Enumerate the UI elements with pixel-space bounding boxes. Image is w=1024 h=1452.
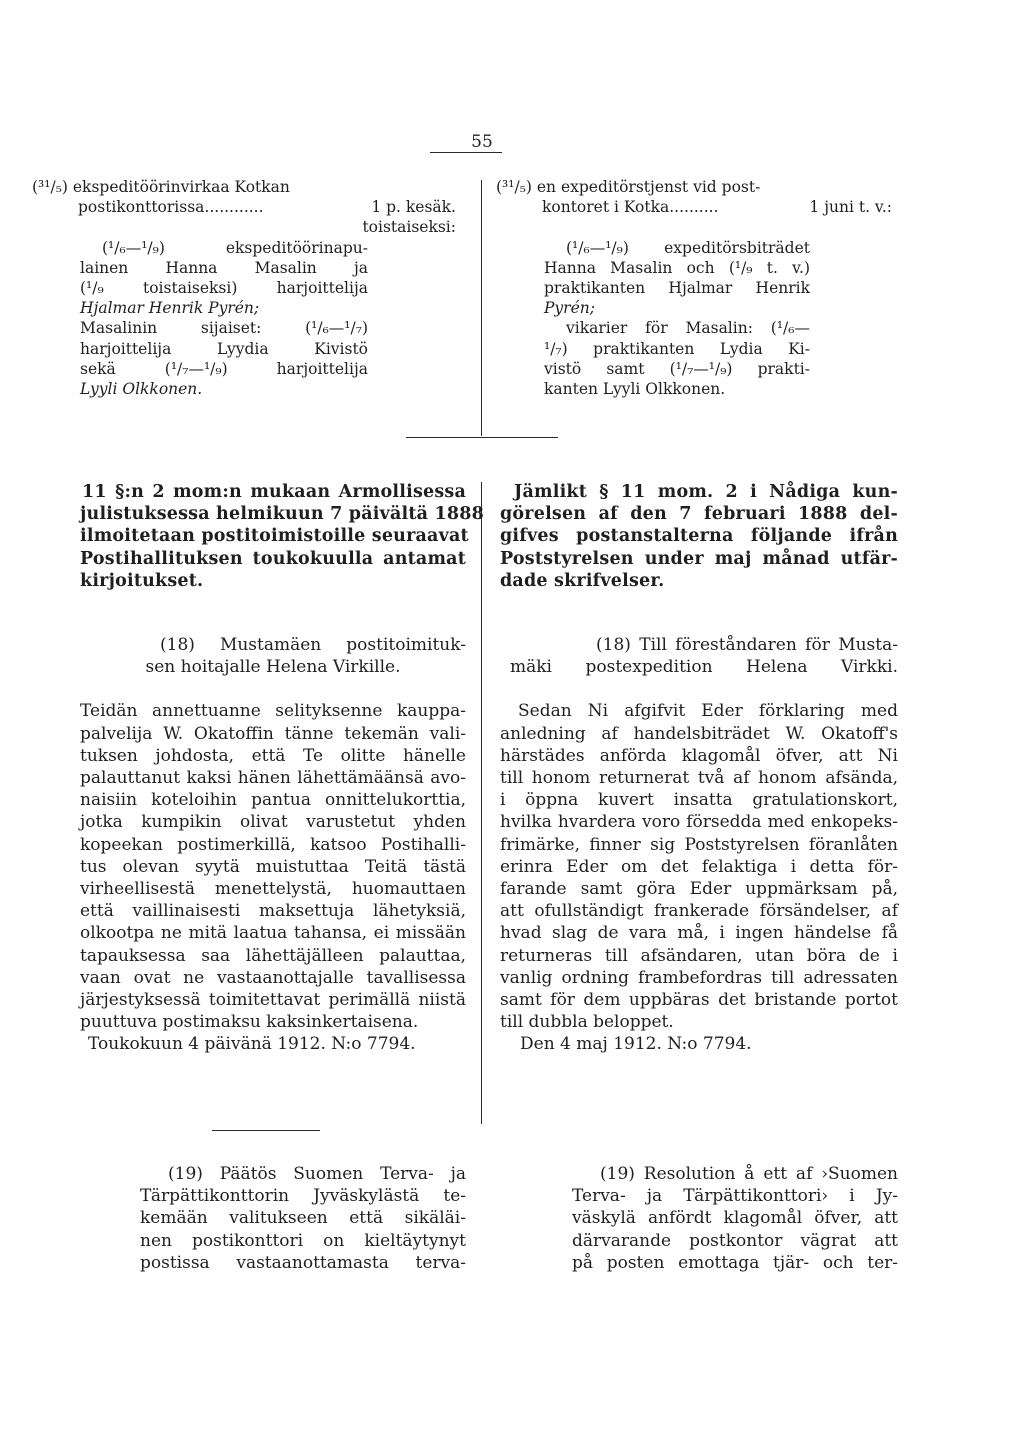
item-19-swedish <box>572 1163 898 1274</box>
top-fi-line: Hjalmar Henrik Pyrén; <box>80 299 260 318</box>
top-finnish-block <box>32 177 456 399</box>
top-sv-line: ¹/₇) praktikanten Lydia Ki- <box>544 339 810 358</box>
item-18-sv-body <box>500 700 898 1055</box>
body-line: puuttuva postimaksu kaksinkertaisena. <box>80 1012 419 1033</box>
body-line: naisiin koteloihin pantua onnittelukorttia, <box>80 790 466 811</box>
heading-sv-line: gifves postanstalterna följande ifrån <box>500 526 898 547</box>
body-line: anledning af handelsbiträdet W. Okatoff's <box>500 723 898 744</box>
body-line: vaan ovat ne vastaanottajalle tavallisessa <box>80 967 466 988</box>
body-line: olkootpa ne mitä laatua tahansa, ei missään <box>80 923 466 944</box>
top-sv-line: Pyrén; <box>544 299 595 318</box>
body-line: palvelija W. Okatoffin tänne tekemän vali- <box>80 723 466 744</box>
body-line: att ofullständigt frankerade försändelser, af <box>500 901 898 922</box>
top-column-divider <box>481 180 482 436</box>
item-19-fi-line: kemään valitukseen että sikäläi- <box>140 1208 466 1229</box>
item-18-fi-body <box>80 700 466 1055</box>
item-18-finnish <box>80 634 466 1056</box>
top-sv-line: (¹/₆—¹/₉) expeditörsbiträdet <box>566 238 810 257</box>
main-column-divider <box>481 482 482 1124</box>
body-line: kopeekan postimerkillä, katsoo Postihalli- <box>80 834 466 855</box>
item-19-sv-line: Terva- ja Tärpättikonttori› i Jy- <box>572 1186 898 1207</box>
item-19-sv-line: (19) Resolution å ett af ›Suomen <box>600 1164 898 1184</box>
item-19-sv-line: på posten emottaga tjär- och ter- <box>572 1252 898 1273</box>
body-line: hvilka hvardera voro försedda med enkopeks- <box>500 812 898 833</box>
body-line: till dubbla beloppet. <box>500 1012 674 1033</box>
item-18-sv-date: Den 4 maj 1912. N:o 7794. <box>520 1034 752 1055</box>
top-sv-line: praktikanten Hjalmar Henrik <box>544 279 810 298</box>
top-sv-line: (³¹/₅) en expeditörstjenst vid post- <box>496 178 761 196</box>
body-line: palauttanut kaksi hänen lähettämäänsä avo- <box>80 768 466 789</box>
top-fi-line: sekä (¹/₇—¹/₉) harjoittelija <box>80 359 368 378</box>
item-19-fi-line: nen postikonttori on kieltäytynyt <box>140 1230 466 1251</box>
item-18-fi-title-line: (18) Mustamäen postitoimituk- <box>160 635 466 655</box>
item-18-swedish <box>500 634 898 1056</box>
body-line: frimärke, finner sig Poststyrelsen föranlåten <box>500 834 898 855</box>
item-18-fi-title <box>80 634 466 678</box>
body-line: returneras till afsändaren, utan böra de i <box>500 945 898 966</box>
top-rule <box>430 152 502 153</box>
item-19-sv-line: väskylä anfördt klagomål öfver, att <box>572 1208 898 1229</box>
body-line: että vaillinaisesti maksettuja lähetyksiä, <box>80 901 466 922</box>
body-line: Sedan Ni afgifvit Eder förklaring med <box>518 701 898 722</box>
top-fi-line: Masalinin sijaiset: (¹/₆—¹/₇) <box>80 319 368 338</box>
heading-swedish <box>500 481 898 592</box>
top-fi-line: Lyyli Olkkonen. <box>80 380 203 399</box>
body-line: hvad slag de vara må, i ingen händelse få <box>500 923 898 944</box>
item-separator-rule <box>212 1130 320 1131</box>
heading-fi-line: kirjoitukset. <box>80 570 204 591</box>
top-sv-line: Hanna Masalin och (¹/₉ t. v.) <box>544 258 810 277</box>
top-sv-line <box>496 217 892 237</box>
top-swedish-block <box>496 177 892 399</box>
body-line: vanlig ordning frambefordras till adressaten <box>500 967 898 988</box>
item-19-fi-line: postissa vastaanottamasta terva- <box>140 1252 466 1273</box>
item-19-fi-line: Tärpättikonttorin Jyväskylästä te- <box>140 1186 466 1207</box>
heading-fi-line: Postihallituksen toukokuulla antamat <box>80 548 466 569</box>
top-sv-line: kontoret i Kotka.......... 1 juni t. v.: <box>542 198 892 217</box>
body-line: i öppna kuvert insatta gratulationskort, <box>500 790 898 811</box>
body-line: farande samt göra Eder uppmärksam på, <box>500 879 898 900</box>
body-line: härstädes anförda klagomål öfver, att Ni <box>500 745 898 766</box>
top-fi-line: (¹/₉ toistaiseksi) harjoittelija <box>80 279 368 298</box>
body-line: järjestyksessä toimitettavat perimällä niistä <box>80 990 466 1011</box>
heading-sv-line: Jämlikt § 11 mom. 2 i Nådiga kun- <box>514 482 898 502</box>
top-sv-line: vistö samt (¹/₇—¹/₉) prakti- <box>544 359 810 378</box>
top-fi-line: postikonttorissa............ 1 p. kesäk. <box>78 198 456 217</box>
body-line: Teidän annettuanne selityksenne kauppa- <box>80 701 466 722</box>
page-number: 55 <box>471 132 493 152</box>
section-separator-rule <box>406 437 558 438</box>
heading-fi-line: ilmoitetaan postitoimistoille seuraavat <box>80 526 469 547</box>
body-line: virheellisestä menettelystä, huomauttaen <box>80 879 466 900</box>
body-line: tus olevan syytä muistuttaa Teitä tästä <box>80 856 466 877</box>
item-18-sv-title <box>500 634 898 678</box>
heading-sv-line: dade skrifvelser. <box>500 570 665 591</box>
top-fi-line: (¹/₆—¹/₉) ekspeditöörinapu- <box>102 238 368 257</box>
top-fi-line: harjoittelija Lyydia Kivistö <box>80 339 368 358</box>
top-sv-line: kanten Lyyli Olkkonen. <box>544 380 726 399</box>
body-line: tuksen johdosta, että Te olitte hänelle <box>80 745 466 766</box>
heading-fi-line: 11 §:n 2 mom:n mukaan Armollisessa <box>82 482 466 502</box>
item-19-finnish <box>140 1163 466 1274</box>
item-18-sv-title-line: (18) Till föreståndaren för Musta- <box>596 635 898 655</box>
item-18-fi-title-line: sen hoitajalle Helena Virkille. <box>145 657 401 678</box>
body-line: samt för dem uppbäras det bristande portot <box>500 990 898 1011</box>
top-fi-line: (³¹/₅) ekspeditöörinvirkaa Kotkan <box>32 178 290 196</box>
body-line: till honom returnerat två af honom afsända, <box>500 768 898 789</box>
top-sv-line: vikarier för Masalin: (¹/₆— <box>566 319 810 338</box>
item-19-sv-line: därvarande postkontor vägrat att <box>572 1230 898 1251</box>
item-18-sv-title-line: mäki postexpedition Helena Virkki. <box>510 657 898 678</box>
body-line: tapauksessa saa lähettäjälleen palauttaa, <box>80 945 466 966</box>
heading-fi-line: julistuksessa helmikuun 7 päivältä 1888 <box>80 504 484 525</box>
item-18-fi-date: Toukokuun 4 päivänä 1912. N:o 7794. <box>88 1034 416 1055</box>
top-fi-line: toistaiseksi: <box>362 218 456 237</box>
top-fi-line: lainen Hanna Masalin ja <box>80 258 368 277</box>
item-19-fi-line: (19) Päätös Suomen Terva- ja <box>168 1164 466 1184</box>
heading-sv-line: Poststyrelsen under maj månad utfär- <box>500 548 898 569</box>
heading-finnish <box>80 481 484 592</box>
body-line: jotka kumpikin olivat varustetut yhden <box>80 812 466 833</box>
body-line: erinra Eder om det felaktiga i detta för- <box>500 856 898 877</box>
heading-sv-line: görelsen af den 7 februari 1888 del- <box>500 504 898 525</box>
